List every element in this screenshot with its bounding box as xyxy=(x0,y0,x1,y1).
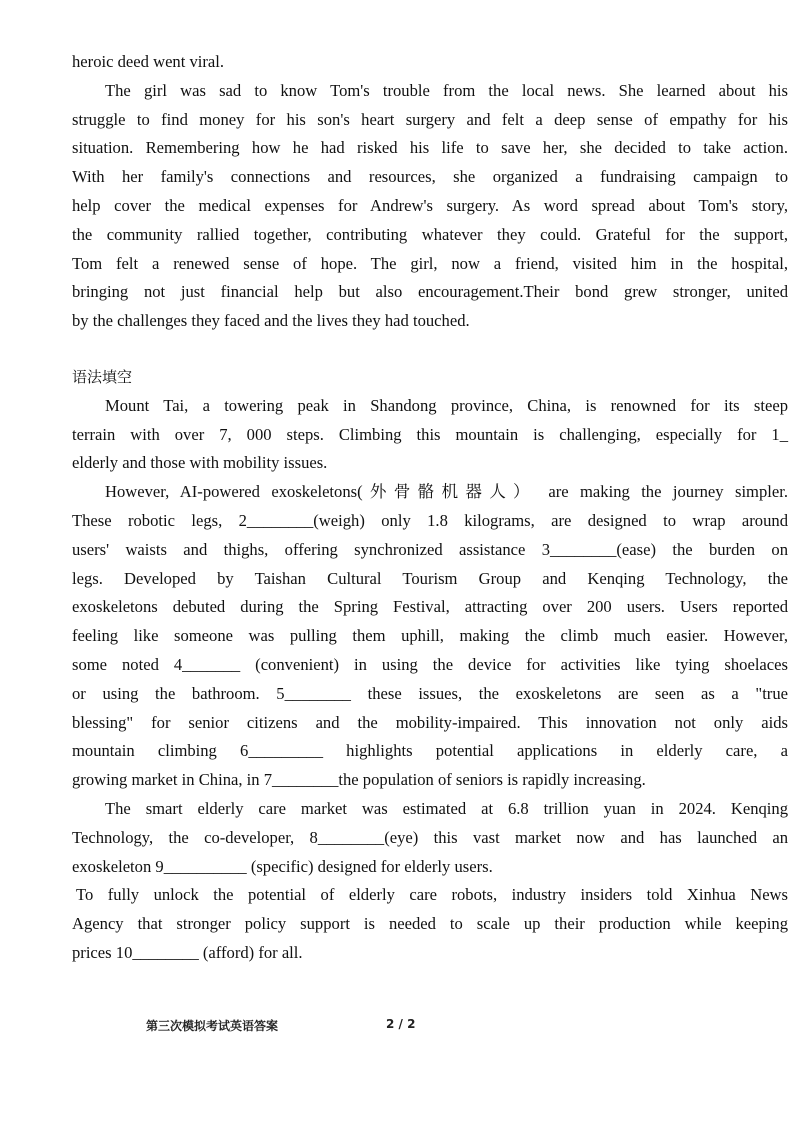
story-paragraph-1 xyxy=(72,77,788,336)
text-line: situation. Remembering how he had risked his life to save her, she decided to take action. xyxy=(72,138,788,158)
text-line: These robotic legs, 2________(weigh) only 1.8 kilograms, are designed to wrap around xyxy=(72,510,788,530)
page-footer xyxy=(146,1017,416,1034)
grammar-paragraph-1 xyxy=(72,392,788,478)
text-line: exoskeleton 9__________ (specific) designed for elderly users. xyxy=(72,856,493,876)
text-line: blessing" for senior citizens and the mobility-impaired. This innovation not only aids xyxy=(72,712,788,732)
text-line: struggle to find money for his son's heart surgery and felt a deep sense of empathy for his xyxy=(72,109,788,129)
text-line: Agency that stronger policy support is needed to scale up their production while keeping xyxy=(72,914,788,934)
text-line: or using the bathroom. 5________ these issues, the exoskeletons are seen as a "true xyxy=(72,683,788,703)
text-line: the community rallied together, contributing whatever they could. Grateful for the support, xyxy=(72,224,788,244)
footer-title: 第三次模拟考试英语答案 xyxy=(146,1019,279,1033)
text-line: Mount Tai, a towering peak in Shandong province, China, is renowned for its steep xyxy=(105,395,788,415)
text-line: feeling like someone was pulling them uphill, making the climb much easier. However, xyxy=(72,626,788,646)
text-line: growing market in China, in 7________the population of seniors is rapidly increasing. xyxy=(72,770,646,790)
text-line: bringing not just financial help but also encouragement.Their bond grew stronger, united xyxy=(72,282,788,302)
text-line: Technology, the co-developer, 8________(eye) this vast market now and has launched an xyxy=(72,827,788,847)
document-page xyxy=(72,48,788,968)
text-line: prices 10________ (afford) for all. xyxy=(72,942,303,962)
text-line: by the challenges they faced and the lives they had touched. xyxy=(72,311,470,331)
text-line: However, AI-powered exoskeletons(外骨骼机器人） are making the journey simpler. xyxy=(105,482,788,502)
page-number: 2 / 2 xyxy=(386,1017,416,1031)
text-line: users' waists and thighs, offering synchronized assistance 3________(ease) the burden on xyxy=(72,539,788,559)
story-paragraph-0 xyxy=(72,48,788,77)
text-line: help cover the medical expenses for Andrew's surgery. As word spread about Tom's story, xyxy=(72,195,788,215)
text-line: some noted 4_______ (convenient) in using the device for activities like tying shoelaces xyxy=(72,654,788,674)
grammar-paragraph-4 xyxy=(72,881,788,967)
text-line: exoskeletons debuted during the Spring Festival, attracting over 200 users. Users reported xyxy=(72,597,788,617)
text-line: The girl was sad to know Tom's trouble from the local news. She learned about his xyxy=(105,80,788,100)
text-line: heroic deed went viral. xyxy=(72,52,225,71)
grammar-paragraph-2 xyxy=(72,478,788,795)
text-line: terrain with over 7, 000 steps. Climbing this mountain is challenging, especially for 1_ xyxy=(72,424,788,444)
text-line: The smart elderly care market was estimated at 6.8 trillion yuan in 2024. Kenqing xyxy=(105,798,788,818)
text-line: mountain climbing 6_________ highlights potential applications in elderly care, a xyxy=(72,741,788,761)
grammar-paragraph-3 xyxy=(72,795,788,881)
text-line: legs. Developed by Taishan Cultural Tourism Group and Kenqing Technology, the xyxy=(72,568,788,588)
text-line: To fully unlock the potential of elderly care robots, industry insiders told Xinhua News xyxy=(76,885,788,905)
text-line: elderly and those with mobility issues. xyxy=(72,453,328,473)
text-line: With her family's connections and resources, she organized a fundraising campaign to xyxy=(72,167,788,187)
text-line: Tom felt a renewed sense of hope. The girl, now a friend, visited him in the hospital, xyxy=(72,253,788,273)
section-heading: 语法填空 xyxy=(72,367,133,386)
